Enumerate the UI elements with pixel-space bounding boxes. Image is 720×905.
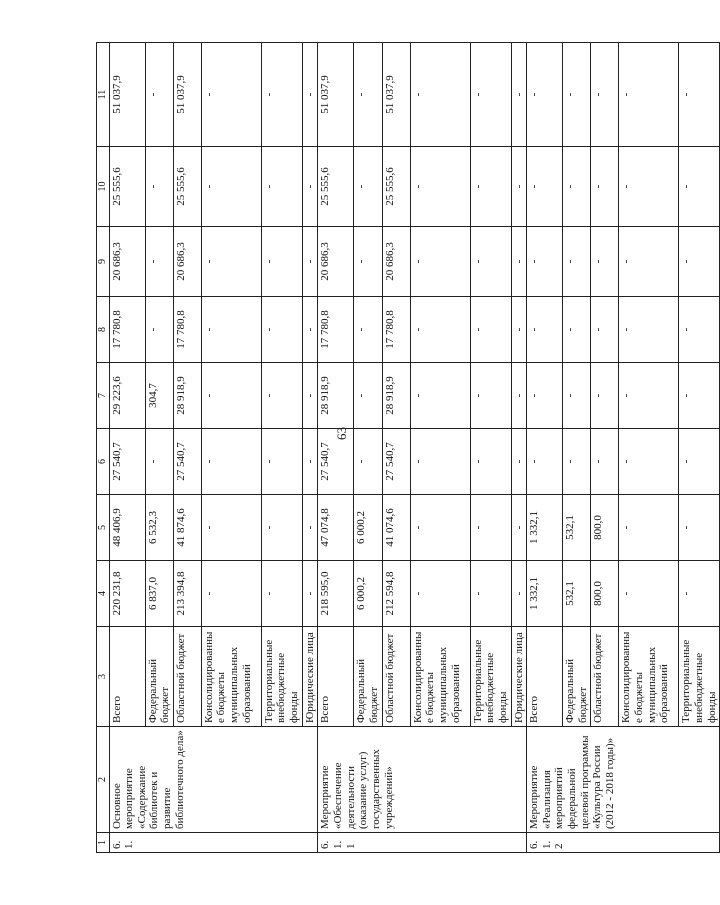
- amount-cell: 48 406,9: [109, 495, 145, 561]
- empty-value-cell: -: [619, 363, 679, 429]
- amount-cell: 6 837,0: [145, 561, 173, 627]
- empty-value-cell: -: [261, 43, 302, 147]
- empty-value-cell: -: [201, 43, 261, 147]
- header-cell: 2: [97, 727, 110, 833]
- empty-value-cell: -: [591, 227, 619, 297]
- funding-source: Консолидированные бюджеты муниципальных образований: [201, 627, 261, 727]
- empty-value-cell: -: [619, 227, 679, 297]
- amount-cell: 51 037,9: [382, 43, 410, 147]
- empty-value-cell: -: [591, 429, 619, 495]
- amount-cell: 29 223,6: [109, 363, 145, 429]
- amount-cell: 218 595,0: [318, 561, 354, 627]
- amount-cell: 532,1: [563, 561, 591, 627]
- empty-value-cell: -: [261, 363, 302, 429]
- empty-value-cell: -: [591, 43, 619, 147]
- empty-value-cell: -: [302, 297, 318, 363]
- header-cell: 9: [97, 227, 110, 297]
- empty-value-cell: -: [470, 363, 511, 429]
- activity-code: 6.1.1: [318, 833, 527, 853]
- empty-value-cell: -: [679, 495, 720, 561]
- empty-value-cell: -: [619, 495, 679, 561]
- amount-cell: 25 555,6: [318, 147, 354, 227]
- empty-value-cell: -: [511, 429, 527, 495]
- amount-cell: 47 074,8: [318, 495, 354, 561]
- empty-value-cell: -: [354, 43, 382, 147]
- empty-value-cell: -: [470, 147, 511, 227]
- empty-value-cell: -: [145, 43, 173, 147]
- empty-value-cell: -: [679, 43, 720, 147]
- funding-source: Юридические лица: [302, 627, 318, 727]
- empty-value-cell: -: [563, 227, 591, 297]
- empty-value-cell: -: [511, 363, 527, 429]
- empty-value-cell: -: [527, 429, 563, 495]
- empty-value-cell: -: [527, 43, 563, 147]
- empty-value-cell: -: [591, 297, 619, 363]
- empty-value-cell: -: [527, 297, 563, 363]
- empty-value-cell: -: [563, 297, 591, 363]
- empty-value-cell: -: [470, 227, 511, 297]
- funding-source: Консолидированные бюджеты муниципальных образований: [619, 627, 679, 727]
- empty-value-cell: -: [302, 495, 318, 561]
- empty-value-cell: -: [354, 297, 382, 363]
- funding-source: Федеральный бюджет: [145, 627, 173, 727]
- header-cell: 11: [97, 43, 110, 147]
- empty-value-cell: -: [302, 429, 318, 495]
- amount-cell: 1 332,1: [527, 495, 563, 561]
- empty-value-cell: -: [354, 147, 382, 227]
- amount-cell: 41 874,6: [173, 495, 201, 561]
- empty-value-cell: -: [261, 561, 302, 627]
- empty-value-cell: -: [302, 147, 318, 227]
- empty-value-cell: -: [201, 297, 261, 363]
- empty-value-cell: -: [527, 227, 563, 297]
- empty-value-cell: -: [619, 43, 679, 147]
- funding-source: Всего: [109, 627, 145, 727]
- amount-cell: 27 540,7: [109, 429, 145, 495]
- header-cell: 8: [97, 297, 110, 363]
- empty-value-cell: -: [410, 495, 470, 561]
- empty-value-cell: -: [679, 147, 720, 227]
- empty-value-cell: -: [563, 147, 591, 227]
- amount-cell: 213 394,8: [173, 561, 201, 627]
- empty-value-cell: -: [145, 297, 173, 363]
- empty-value-cell: -: [679, 227, 720, 297]
- funding-source: Областной бюджет: [173, 627, 201, 727]
- table-body: [109, 43, 720, 853]
- funding-source: Территориальные внебюджетные фонды: [261, 627, 302, 727]
- funding-source: Областной бюджет: [591, 627, 619, 727]
- funding-source: Территориальные внебюджетные фонды: [470, 627, 511, 727]
- empty-value-cell: -: [511, 297, 527, 363]
- activity-code: 6.1.2: [527, 833, 720, 853]
- amount-cell: 212 594,8: [382, 561, 410, 627]
- header-cell: 6: [97, 429, 110, 495]
- empty-value-cell: -: [679, 429, 720, 495]
- empty-value-cell: -: [679, 561, 720, 627]
- amount-cell: 6 532,3: [145, 495, 173, 561]
- amount-cell: 20 686,3: [318, 227, 354, 297]
- empty-value-cell: -: [679, 363, 720, 429]
- amount-cell: 28 918,9: [318, 363, 354, 429]
- empty-value-cell: -: [619, 147, 679, 227]
- header-cell: 7: [97, 363, 110, 429]
- amount-cell: 27 540,7: [382, 429, 410, 495]
- empty-value-cell: -: [470, 429, 511, 495]
- empty-value-cell: -: [302, 227, 318, 297]
- empty-value-cell: -: [470, 297, 511, 363]
- amount-cell: 304,7: [145, 363, 173, 429]
- empty-value-cell: -: [410, 43, 470, 147]
- empty-value-cell: -: [470, 43, 511, 147]
- funding-source: Юридические лица: [511, 627, 527, 727]
- empty-value-cell: -: [563, 429, 591, 495]
- empty-value-cell: -: [619, 429, 679, 495]
- empty-value-cell: -: [201, 363, 261, 429]
- empty-value-cell: -: [201, 227, 261, 297]
- empty-value-cell: -: [563, 43, 591, 147]
- amount-cell: 220 231,8: [109, 561, 145, 627]
- empty-value-cell: -: [145, 147, 173, 227]
- amount-cell: 17 780,8: [109, 297, 145, 363]
- header-cell: 3: [97, 627, 110, 727]
- amount-cell: 20 686,3: [173, 227, 201, 297]
- amount-cell: 28 918,9: [382, 363, 410, 429]
- empty-value-cell: -: [261, 297, 302, 363]
- empty-value-cell: -: [511, 227, 527, 297]
- amount-cell: 17 780,8: [318, 297, 354, 363]
- funding-source: Федеральный бюджет: [354, 627, 382, 727]
- empty-value-cell: -: [201, 561, 261, 627]
- empty-value-cell: -: [679, 297, 720, 363]
- activity-title: Мероприятие «Обеспечение деятельности (оказание услуг) государственных учреждений»: [318, 727, 527, 833]
- funding-source: Федеральный бюджет: [563, 627, 591, 727]
- empty-value-cell: -: [410, 429, 470, 495]
- header-cell: 10: [97, 147, 110, 227]
- empty-value-cell: -: [410, 363, 470, 429]
- amount-cell: 1 332,1: [527, 561, 563, 627]
- header-cell: 5: [97, 495, 110, 561]
- empty-value-cell: -: [470, 495, 511, 561]
- activity-code: 6.1.: [109, 833, 318, 853]
- table-row: [318, 43, 354, 853]
- amount-cell: 25 555,6: [173, 147, 201, 227]
- header-cell: 4: [97, 561, 110, 627]
- amount-cell: 51 037,9: [173, 43, 201, 147]
- funding-source: Всего: [318, 627, 354, 727]
- amount-cell: 27 540,7: [173, 429, 201, 495]
- empty-value-cell: -: [410, 297, 470, 363]
- empty-value-cell: -: [201, 495, 261, 561]
- header-cell: 1: [97, 833, 110, 853]
- amount-cell: 17 780,8: [173, 297, 201, 363]
- page-number: 63: [334, 427, 349, 440]
- empty-value-cell: -: [354, 429, 382, 495]
- empty-value-cell: -: [511, 495, 527, 561]
- empty-value-cell: -: [410, 561, 470, 627]
- amount-cell: 20 686,3: [382, 227, 410, 297]
- funding-source: Консолидированные бюджеты муниципальных образований: [410, 627, 470, 727]
- amount-cell: 51 037,9: [109, 43, 145, 147]
- empty-value-cell: -: [261, 227, 302, 297]
- empty-value-cell: -: [511, 43, 527, 147]
- empty-value-cell: -: [145, 227, 173, 297]
- empty-value-cell: -: [201, 147, 261, 227]
- header-row: [97, 43, 110, 853]
- empty-value-cell: -: [470, 561, 511, 627]
- empty-value-cell: -: [591, 363, 619, 429]
- empty-value-cell: -: [619, 561, 679, 627]
- amount-cell: 25 555,6: [382, 147, 410, 227]
- amount-cell: 6 000,2: [354, 561, 382, 627]
- funding-source: Областной бюджет: [382, 627, 410, 727]
- amount-cell: 51 037,9: [318, 43, 354, 147]
- amount-cell: 27 540,7: [318, 429, 354, 495]
- amount-cell: 532,1: [563, 495, 591, 561]
- empty-value-cell: -: [511, 561, 527, 627]
- empty-value-cell: -: [354, 227, 382, 297]
- amount-cell: 41 074,6: [382, 495, 410, 561]
- amount-cell: 20 686,3: [109, 227, 145, 297]
- empty-value-cell: -: [527, 147, 563, 227]
- rotated-page: [96, 43, 718, 853]
- empty-value-cell: -: [302, 363, 318, 429]
- empty-value-cell: -: [619, 297, 679, 363]
- funding-source: Территориальные внебюджетные фонды: [679, 627, 720, 727]
- table-row: [527, 43, 563, 853]
- empty-value-cell: -: [354, 363, 382, 429]
- budget-table: [96, 42, 720, 853]
- funding-source: Всего: [527, 627, 563, 727]
- amount-cell: 28 918,9: [173, 363, 201, 429]
- amount-cell: 800,0: [591, 561, 619, 627]
- empty-value-cell: -: [563, 363, 591, 429]
- empty-value-cell: -: [527, 363, 563, 429]
- empty-value-cell: -: [145, 429, 173, 495]
- activity-title: Мероприятие «Реализация мероприятий федеральной целевой программы «Культура России (2012 - 2018 годы)»: [527, 727, 720, 833]
- empty-value-cell: -: [261, 495, 302, 561]
- amount-cell: 25 555,6: [109, 147, 145, 227]
- empty-value-cell: -: [511, 147, 527, 227]
- empty-value-cell: -: [302, 561, 318, 627]
- empty-value-cell: -: [302, 43, 318, 147]
- amount-cell: 17 780,8: [382, 297, 410, 363]
- amount-cell: 6 000,2: [354, 495, 382, 561]
- activity-title: Основное мероприятие «Содержание библиотек и развитие библиотечного дела»: [109, 727, 318, 833]
- empty-value-cell: -: [591, 147, 619, 227]
- amount-cell: 800,0: [591, 495, 619, 561]
- empty-value-cell: -: [201, 429, 261, 495]
- empty-value-cell: -: [410, 147, 470, 227]
- empty-value-cell: -: [261, 429, 302, 495]
- empty-value-cell: -: [261, 147, 302, 227]
- table-row: [109, 43, 145, 853]
- empty-value-cell: -: [410, 227, 470, 297]
